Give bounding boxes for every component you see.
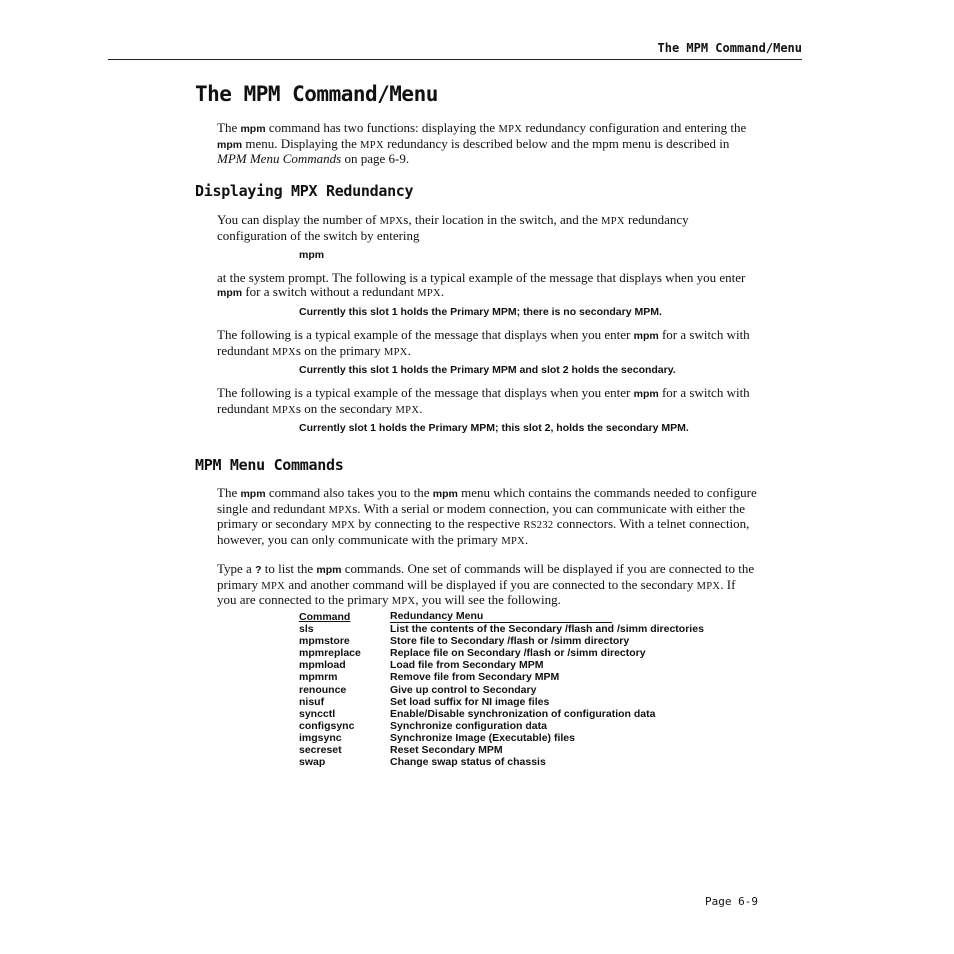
redundancy-menu-table xyxy=(299,611,704,768)
output-example-2: Currently this slot 1 holds the Primary MPM and slot 2 holds the secondary. xyxy=(299,364,676,376)
command-cell: mpmload xyxy=(299,659,346,672)
table-row xyxy=(299,720,704,732)
output-example-3: Currently slot 1 holds the Primary MPM; this slot 2, holds the secondary MPM. xyxy=(299,422,689,434)
column-header-redundancy-menu: Redundancy Menu xyxy=(390,611,612,623)
command-cell: nisuf xyxy=(299,695,325,708)
command-cell: sls xyxy=(299,623,314,636)
description-cell: Give up control to Secondary xyxy=(390,683,537,696)
table-row xyxy=(299,647,704,659)
table-row xyxy=(299,756,704,768)
command-example-mpm: mpm xyxy=(299,249,325,261)
page-title: The MPM Command/Menu xyxy=(195,82,438,106)
command-cell: secreset xyxy=(299,744,342,757)
table-row xyxy=(299,623,704,635)
command-cell: renounce xyxy=(299,683,347,696)
output-example-1: Currently this slot 1 holds the Primary MPM; there is no secondary MPM. xyxy=(299,306,662,318)
description-cell: Enable/Disable synchronization of configuration data xyxy=(390,707,656,720)
table-header-row xyxy=(299,611,704,623)
description-cell: Set load suffix for NI image files xyxy=(390,695,550,708)
table-row xyxy=(299,696,704,708)
description-cell: Synchronize configuration data xyxy=(390,719,547,732)
command-cell: swap xyxy=(299,756,326,769)
column-header-command: Command xyxy=(299,611,351,623)
header-rule xyxy=(108,59,802,60)
section2-paragraph-2: Type a ? to list the mpm commands. One set of commands will be displayed if you are connected to the primary MPX and another command will be displayed if you are connected to the secondary MPX. If you are connected to the primary MPX, you will see the following. xyxy=(217,561,755,608)
command-cell: mpmrm xyxy=(299,671,338,684)
description-cell: Store file to Secondary /flash or /simm directory xyxy=(390,635,630,648)
command-cell: configsync xyxy=(299,719,355,732)
table-row xyxy=(299,708,704,720)
table-row xyxy=(299,635,704,647)
command-cell: mpmreplace xyxy=(299,647,361,660)
command-cell: mpmstore xyxy=(299,635,350,648)
table-row xyxy=(299,684,704,696)
section1-paragraph-4: The following is a typical example of the message that displays when you enter mpm for a switch with redundant MPXs on the secondary MPX. xyxy=(217,385,750,416)
description-cell: Replace file on Secondary /flash or /simm directory xyxy=(390,647,646,660)
cross-reference: MPM Menu Commands xyxy=(217,151,342,167)
description-cell: Synchronize Image (Executable) files xyxy=(390,731,575,744)
description-cell: Reset Secondary MPM xyxy=(390,744,503,757)
section1-paragraph-1: You can display the number of MPXs, their location in the switch, and the MPX redundancy configuration of the switch by entering xyxy=(217,212,689,243)
table-row xyxy=(299,671,704,683)
description-cell: Remove file from Secondary MPM xyxy=(390,671,560,684)
page-number: Page 6-9 xyxy=(705,895,758,908)
section1-paragraph-3: The following is a typical example of the message that displays when you enter mpm for a switch with redundant MPXs on the primary MPX. xyxy=(217,327,750,358)
description-cell: Load file from Secondary MPM xyxy=(390,659,544,672)
command-cell: imgsync xyxy=(299,731,342,744)
section1-paragraph-2: at the system prompt. The following is a typical example of the message that displays when you enter mpm for a switch without a redundant MPX. xyxy=(217,270,746,299)
running-header-title: The MPM Command/Menu xyxy=(657,41,802,55)
command-cell: syncctl xyxy=(299,707,336,720)
table-row xyxy=(299,659,704,671)
description-cell: Change swap status of chassis xyxy=(390,756,546,769)
section2-paragraph-1: The mpm command also takes you to the mpm menu which contains the commands needed to configure single and redundant MPXs. With a serial or modem connection, you can communicate with either the primary or secondary MPX by connecting to the respective RS232 connectors. With a telnet connection, however, you can only communicate with the primary MPX. xyxy=(217,485,757,547)
table-row xyxy=(299,744,704,756)
description-cell: List the contents of the Secondary /flash and /simm directories xyxy=(390,623,704,636)
section-heading-displaying-mpx-redundancy: Displaying MPX Redundancy xyxy=(195,182,414,200)
intro-paragraph: The mpm command has two functions: displaying the MPX redundancy configuration and entering the mpm menu. Displaying the MPX redundancy is described below and the mpm menu is described in MPM Menu Commands on page 6-9. xyxy=(217,120,747,167)
table-row xyxy=(299,732,704,744)
section-heading-mpm-menu-commands: MPM Menu Commands xyxy=(195,456,344,474)
